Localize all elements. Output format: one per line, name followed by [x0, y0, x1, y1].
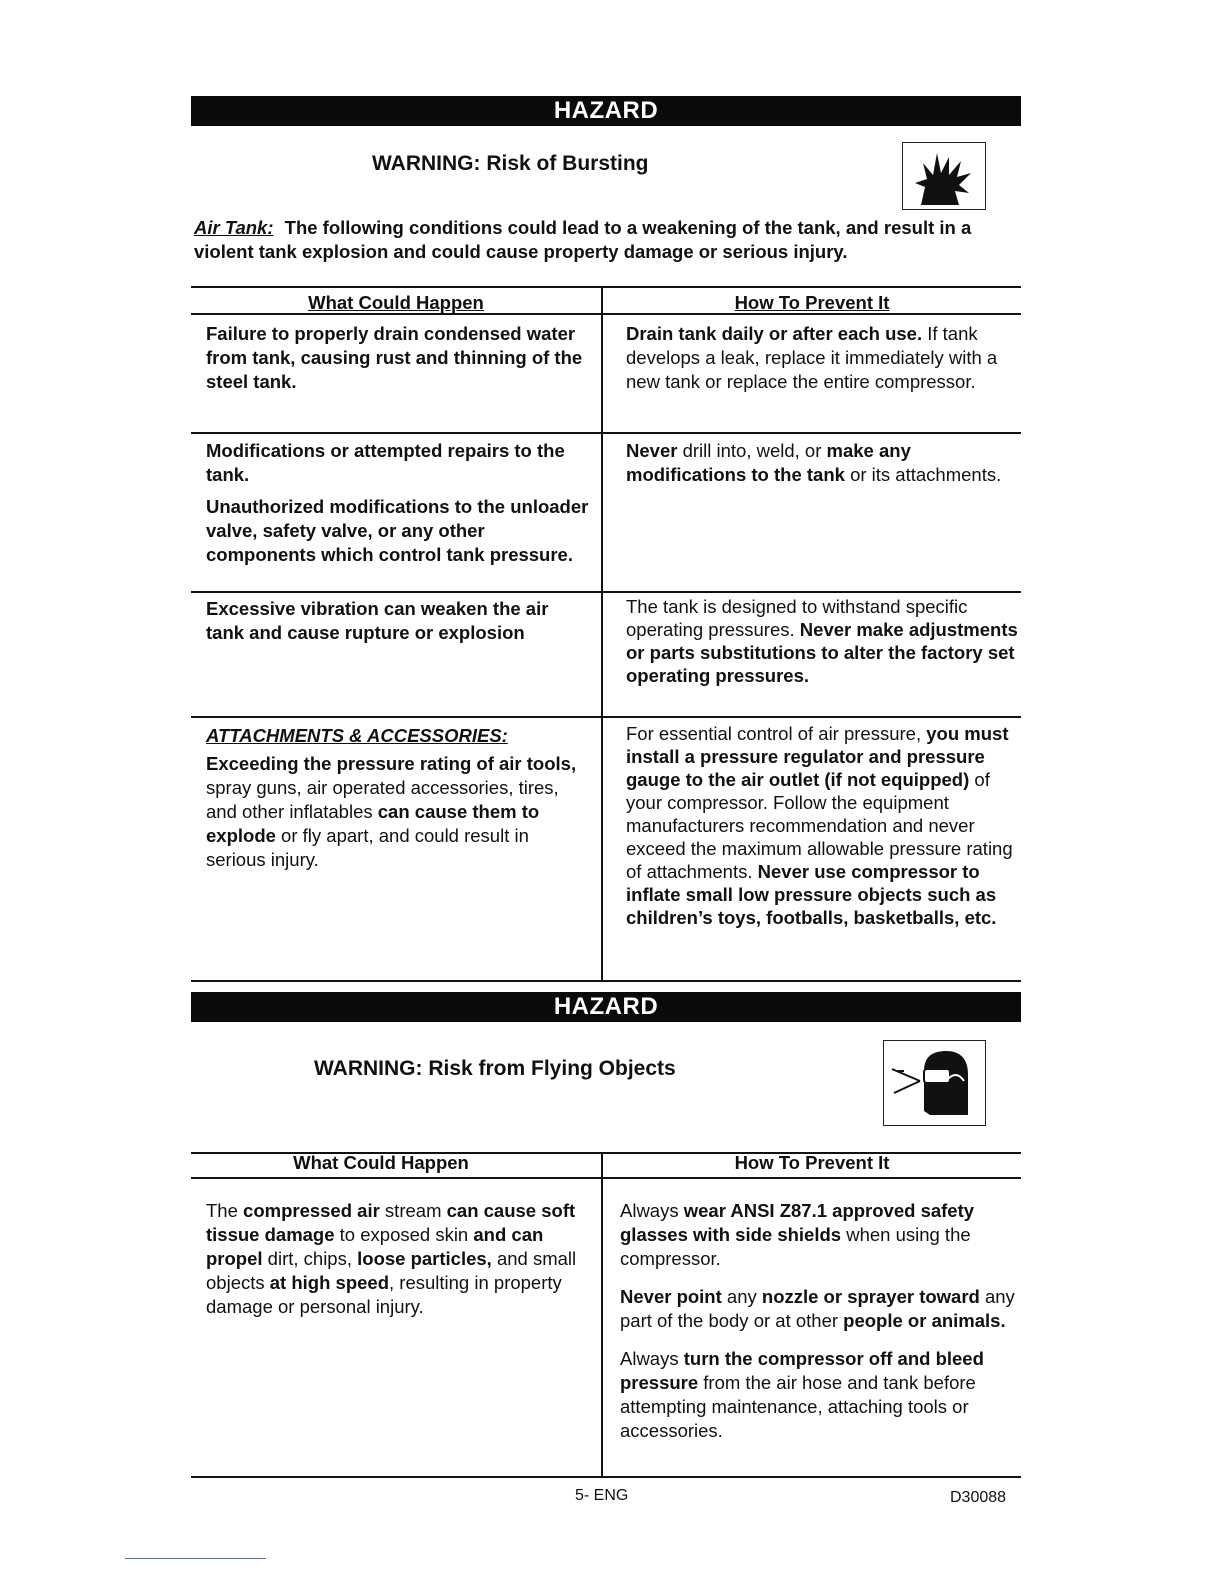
document-code: D30088 — [950, 1489, 1007, 1506]
warning-title: WARNING: Risk of Bursting — [372, 152, 649, 175]
row-divider — [191, 716, 1021, 718]
divider — [125, 1558, 266, 1559]
intro-text: The following conditions could lead to a weakening of the tank, and result in a violent tank explosion and could cause property damage or serious injury. — [194, 217, 972, 262]
warning-title: WARNING: Risk from Flying Objects — [314, 1057, 676, 1080]
column-header-prevent: How To Prevent It — [734, 292, 890, 313]
column-header-what: What Could Happen — [308, 292, 484, 313]
table-row-prevent: The tank is designed to withstand specific operating pressures. Never make adjustments or parts substitutions to alter the factory set operating pressures. — [626, 596, 1018, 686]
table-bottom-rule — [191, 1476, 1021, 1478]
column-header-what: What Could Happen — [293, 1152, 469, 1173]
table-row-happen: Modifications or attempted repairs to the tank. Unauthorized modifications to the unloader valve, safety valve, or any other components which control tank pressure. — [206, 440, 589, 565]
table-row-happen: Excessive vibration can weaken the air tank and cause rupture or explosion — [206, 598, 549, 643]
column-header-prevent: How To Prevent It — [734, 1152, 890, 1173]
table-bottom-rule — [191, 980, 1021, 982]
table-row-happen: The compressed air stream can cause soft tissue damage to exposed skin and can propel dirt, chips, loose particles, and small objects at high speed, resulting in property damage or personal injury. — [206, 1200, 577, 1317]
column-divider — [601, 286, 603, 982]
table-row-prevent: Drain tank daily or after each use. If tank develops a leak, replace it immediately with a new tank or replace the entire compressor. — [626, 323, 998, 392]
hazard-banner: HAZARD — [191, 96, 1021, 126]
table-row-happen: Failure to properly drain condensed water from tank, causing rust and thinning of the steel tank. — [206, 323, 583, 392]
intro-lead: Air Tank: — [194, 217, 274, 238]
table-row-prevent: Always wear ANSI Z87.1 approved safety glasses with side shields when using the compressor. Never point any nozzle or sprayer toward any part of the body or at other people or animals. Always turn the compressor off and bleed pressure from the air hose and tank before attempting maintenance, attaching tools or accessories. — [620, 1200, 1015, 1441]
safety-goggles-icon — [883, 1040, 986, 1126]
row-divider — [191, 432, 1021, 434]
table-header-rule — [191, 1177, 1021, 1179]
page-number: 5- ENG — [575, 1487, 629, 1504]
hazard-banner: HAZARD — [191, 992, 1021, 1022]
table-top-rule — [191, 286, 1021, 288]
intro-paragraph — [194, 216, 1024, 264]
table-row-prevent: Never drill into, weld, or make any modifications to the tank or its attachments. — [626, 440, 1002, 485]
table-row-prevent: For essential control of air pressure, you must install a pressure regulator and pressure gauge to the air outlet (if not equipped) of your compressor. Follow the equipment manufacturers recommendation and never exceed the maximum allowable pressure rating of attachments. Never use compressor to inflate small low pressure objects such as children’s toys, footballs, basketballs, etc. — [626, 723, 1013, 928]
column-divider — [601, 1152, 603, 1478]
table-row-happen: ATTACHMENTS & ACCESSORIES: Exceeding the pressure rating of air tools, spray guns, air operated accessories, tires, and other inflatables can cause them to explode or fly apart, and could result in serious injury. — [206, 725, 577, 870]
explosion-icon — [902, 142, 986, 210]
row-divider — [191, 591, 1021, 593]
